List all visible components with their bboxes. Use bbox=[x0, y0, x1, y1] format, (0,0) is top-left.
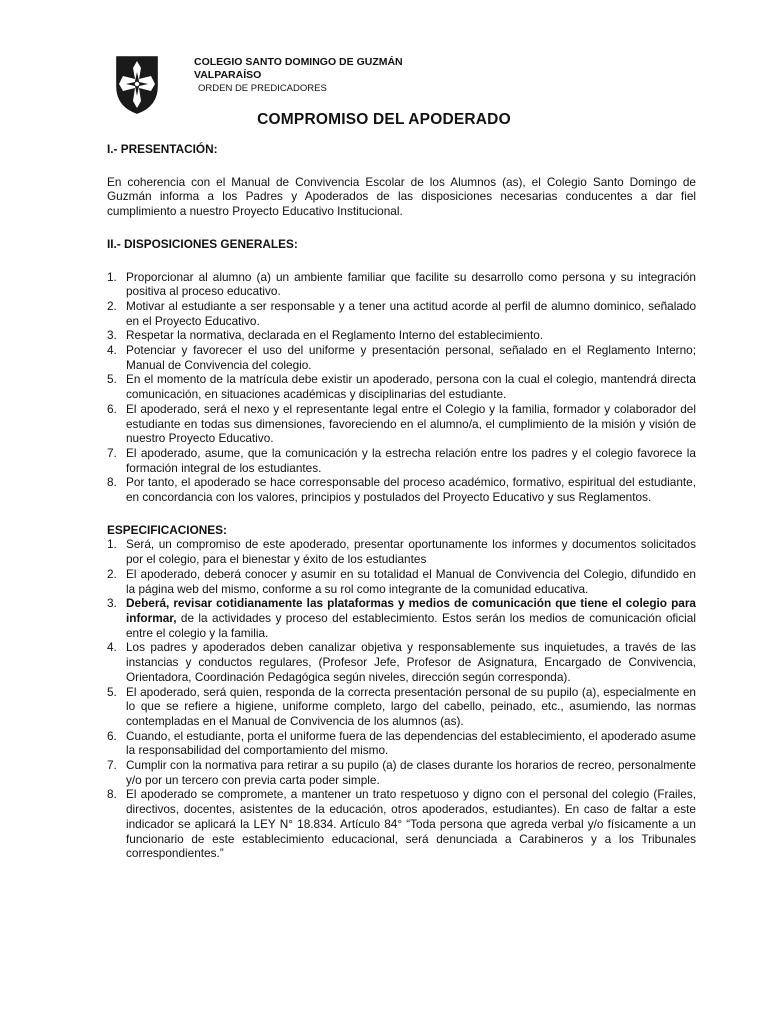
section-heading-presentacion: I.- PRESENTACIÓN: bbox=[107, 142, 218, 156]
list-item: 4. Los padres y apoderados deben canalizar objetiva y responsablemente sus inquietudes, a través de las instancias y conductos regulares, (Profesor Jefe, Profesor de Asignatura, Encargado de Convivencia, Orientadora, Coordinación Pedagógica según niveles, dirección según corresponda). bbox=[107, 640, 696, 684]
list-item: 3. Deberá, revisar cotidianamente las plataformas y medios de comunicación que tiene el colegio para informar, de la actividades y proceso del establecimiento. Estos serán los medios de comunicación oficial entre el colegio y la familia. bbox=[107, 596, 696, 640]
especificaciones-list bbox=[107, 537, 696, 860]
list-item: 4. Potenciar y favorecer el uso del uniforme y presentación personal, señalado en el Reglamento Interno; Manual de Convivencia del colegio. bbox=[107, 343, 696, 372]
list-item: 6. El apoderado, será el nexo y el representante legal entre el Colegio y la familia, formador y colaborador del estudiante en todas sus dimensiones, favoreciendo en el alumno/a, el cumplimiento de la misión y visión de nuestro Proyecto Educativo. bbox=[107, 401, 696, 446]
disposiciones-list bbox=[107, 270, 696, 505]
bold-emphasis: Deberá, revisar cotidianamente las plataformas y medios de comunicación que tiene el colegio para informar, bbox=[126, 596, 696, 625]
school-city: VALPARAÍSO bbox=[194, 69, 262, 81]
list-item: 3. Respetar la normativa, declarada en el Reglamento Interno del establecimiento. bbox=[107, 328, 544, 343]
document-header bbox=[116, 56, 676, 116]
list-item: 6. Cuando, el estudiante, porta el uniforme fuera de las dependencias del establecimiento, el apoderado asume la responsabilidad del comportamiento del mismo. bbox=[107, 728, 696, 758]
list-item: 7. Cumplir con la normativa para retirar a su pupilo (a) de clases durante los horarios de recreo, personalmente y/o por un tercero con previa carta poder simple. bbox=[107, 758, 696, 787]
list-item: 5. En el momento de la matrícula debe existir un apoderado, persona con la cual el colegio, mantendrá directa comunicación, en situaciones académicas y disciplinarias del estudiante. bbox=[107, 372, 696, 402]
list-item: 7. El apoderado, asume, que la comunicación y la estrecha relación entre los padres y el colegio favorece la formación integral de los estudiantes. bbox=[107, 445, 696, 475]
school-order: ORDEN DE PREDICADORES bbox=[198, 83, 327, 94]
list-item: 5. El apoderado, será quien, responda de la correcta presentación personal de su pupilo (a), especialmente en lo que se refiere a higiene, uniforme completo, largo del cabello, peinado, etc., asumiendo, las normas contempladas en el Manual de Convivencia de los alumnos (as). bbox=[107, 684, 696, 728]
document-body bbox=[107, 142, 696, 861]
section-heading-disposiciones: II.- DISPOSICIONES GENERALES: bbox=[107, 236, 298, 251]
document-title: COMPROMISO DEL APODERADO bbox=[257, 111, 511, 128]
list-item: 1. Será, un compromiso de este apoderado, presentar oportunamente los informes y documentos solicitados por el colegio, para el bienestar y éxito de los estudiantes bbox=[107, 537, 696, 567]
list-item: 8. El apoderado se compromete, a mantener un trato respetuoso y digno con el personal del colegio (Frailes, directivos, docentes, asistentes de la educación, otros apoderados, estudiantes). En caso de faltar a este indicador se aplicará la LEY N° 18.834. Artículo 84° “Toda persona que agreda verbal y/o físicamente a un funcionario de este establecimiento educacional, será denunciada a Carabineros y a los Tribunales correspondientes.” bbox=[107, 787, 696, 861]
list-item: 1. Proporcionar al alumno (a) un ambiente familiar que facilite su desarrollo como persona y su integración positiva al proceso educativo. bbox=[107, 269, 696, 299]
list-item: 2. El apoderado, deberá conocer y asumir en su totalidad el Manual de Convivencia del Colegio, difundido en la página web del mismo, conforme a su rol como integrante de la comunidad educativa. bbox=[107, 566, 696, 596]
list-item: 2. Motivar al estudiante a ser responsable y a tener una actitud acorde al perfil de alumno dominico, señalado en el Proyecto Educativo. bbox=[107, 298, 696, 328]
section-heading-especificaciones: ESPECIFICACIONES: bbox=[107, 522, 227, 537]
list-item: 8. Por tanto, el apoderado se hace corresponsable del proceso académico, formativo, espiritual del estudiante, en concordancia con los valores, principios y postulados del Proyecto Educativo y sus Reglamentos. bbox=[107, 475, 696, 505]
presentacion-paragraph: En coherencia con el Manual de Convivencia Escolar de los Alumnos (as), el Colegio Santo Domingo de Guzmán informa a los Padres y Apoderados de las disposiciones necesarias conducentes a dar fiel cumplimiento a nuestro Proyecto Educativo Institucional. bbox=[107, 174, 696, 219]
school-name-block bbox=[194, 56, 403, 95]
dominican-cross-shield-icon bbox=[116, 56, 158, 114]
school-name: COLEGIO SANTO DOMINGO DE GUZMÁN bbox=[194, 56, 403, 68]
